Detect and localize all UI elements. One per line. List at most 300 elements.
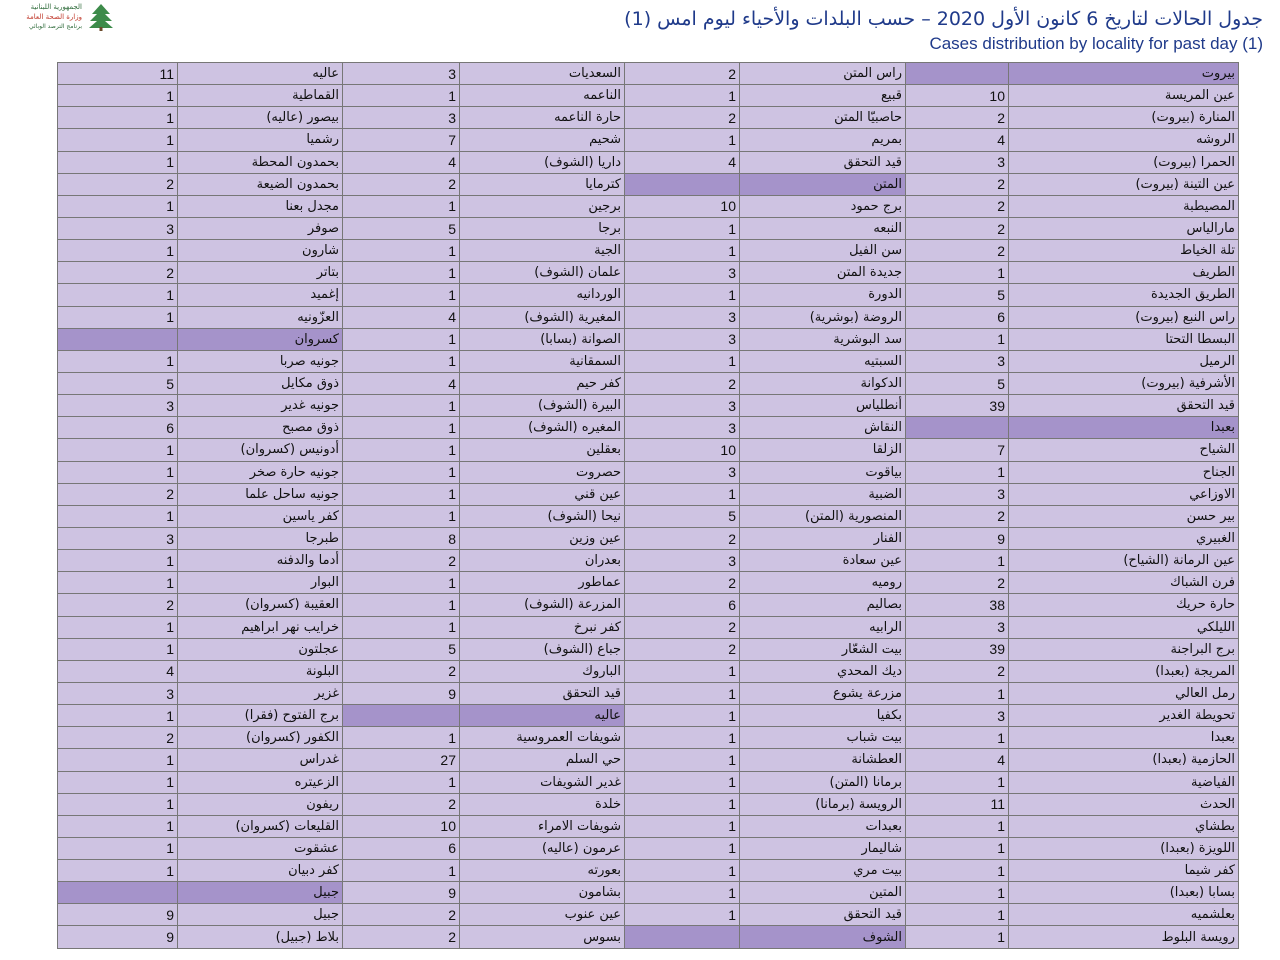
locality-name-cell: الزلقا: [740, 439, 906, 461]
locality-name-cell: شاليمار: [740, 837, 906, 859]
case-count-cell: 1: [343, 350, 460, 372]
case-count-cell: 5: [906, 284, 1009, 306]
locality-name-cell: جديدة المتن: [740, 262, 906, 284]
case-count-cell: 2: [58, 594, 178, 616]
locality-name-cell: عجلتون: [178, 638, 343, 660]
case-count-cell: 3: [58, 217, 178, 239]
locality-name-cell: أدونيس (كسروان): [178, 439, 343, 461]
locality-name-cell: إغميد: [178, 284, 343, 306]
table-row: [58, 837, 1239, 859]
locality-name-cell: جونيه صربا: [178, 350, 343, 372]
case-count-cell: 4: [343, 151, 460, 173]
case-count-cell: 3: [343, 63, 460, 85]
locality-name-cell: الباروك: [460, 660, 625, 682]
locality-name-cell: بصاليم: [740, 594, 906, 616]
locality-name-cell: بعبدات: [740, 815, 906, 837]
case-count-cell: 1: [343, 461, 460, 483]
case-count-cell: 1: [343, 439, 460, 461]
locality-name-cell: الحدث: [1009, 793, 1239, 815]
case-count-cell: 5: [625, 505, 740, 527]
locality-name-cell: كترمايا: [460, 173, 625, 195]
case-count-cell: 2: [625, 63, 740, 85]
logo-line-3: برنامج الترصد الوبائي: [28, 23, 82, 30]
locality-name-cell: عشقوت: [178, 837, 343, 859]
locality-name-cell: راس المتن: [740, 63, 906, 85]
case-count-cell: 3: [58, 682, 178, 704]
ministry-logo: [8, 2, 120, 32]
case-count-cell: 1: [906, 882, 1009, 904]
case-count-cell: 2: [906, 217, 1009, 239]
case-count-cell: 6: [343, 837, 460, 859]
locality-name-cell: جونيه غدير: [178, 395, 343, 417]
case-count-cell: 1: [343, 262, 460, 284]
locality-name-cell: قيد التحقق: [740, 904, 906, 926]
table-row: [58, 107, 1239, 129]
case-count-cell: 1: [625, 705, 740, 727]
case-count-cell: 9: [58, 904, 178, 926]
case-count-cell: 1: [58, 151, 178, 173]
locality-name-cell: عين سعادة: [740, 550, 906, 572]
table-row: [58, 439, 1239, 461]
table-row: [58, 284, 1239, 306]
district-header-cell: عاليه: [460, 705, 625, 727]
locality-name-cell: برج حمود: [740, 195, 906, 217]
locality-name-cell: الوردانيه: [460, 284, 625, 306]
locality-name-cell: القليعات (كسروان): [178, 815, 343, 837]
locality-name-cell: بمريم: [740, 129, 906, 151]
case-count-cell: 1: [906, 860, 1009, 882]
locality-name-cell: بسابا (بعبدا): [1009, 882, 1239, 904]
case-count-cell: 2: [625, 616, 740, 638]
case-count-cell: 39: [906, 395, 1009, 417]
case-count-cell: 10: [343, 815, 460, 837]
case-count-cell: 1: [58, 793, 178, 815]
case-count-cell: 1: [906, 727, 1009, 749]
locality-name-cell: عين وزين: [460, 527, 625, 549]
locality-name-cell: الناعمه: [460, 85, 625, 107]
case-count-cell: 2: [906, 505, 1009, 527]
table-row: [58, 63, 1239, 85]
case-count-cell: 2: [625, 572, 740, 594]
case-count-cell: 4: [343, 306, 460, 328]
case-count-cell: 6: [906, 306, 1009, 328]
locality-name-cell: الصوانة (بسابا): [460, 328, 625, 350]
locality-name-cell: بياقوت: [740, 461, 906, 483]
locality-name-cell: الجية: [460, 240, 625, 262]
case-count-cell: 1: [58, 572, 178, 594]
table-row: [58, 793, 1239, 815]
case-count-cell: [906, 417, 1009, 439]
case-count-cell: 1: [343, 328, 460, 350]
locality-name-cell: السعديات: [460, 63, 625, 85]
table-row: [58, 926, 1239, 949]
locality-name-cell: قبيع: [740, 85, 906, 107]
case-count-cell: 9: [58, 926, 178, 949]
locality-name-cell: نيحا (الشوف): [460, 505, 625, 527]
case-count-cell: 1: [343, 505, 460, 527]
case-count-cell: 3: [625, 262, 740, 284]
case-count-cell: [343, 705, 460, 727]
locality-name-cell: مجدل بعنا: [178, 195, 343, 217]
logo-line-1: الجمهورية اللبنانية: [30, 3, 82, 11]
case-count-cell: 2: [343, 926, 460, 949]
case-count-cell: 6: [625, 594, 740, 616]
locality-name-cell: المريجة (بعبدا): [1009, 660, 1239, 682]
locality-name-cell: ديك المحدي: [740, 660, 906, 682]
case-count-cell: 11: [906, 793, 1009, 815]
case-count-cell: 1: [58, 749, 178, 771]
locality-name-cell: الأشرفية (بيروت): [1009, 372, 1239, 394]
case-count-cell: 1: [625, 85, 740, 107]
table-row: [58, 173, 1239, 195]
case-count-cell: 1: [625, 217, 740, 239]
table-row: [58, 527, 1239, 549]
case-count-cell: 1: [625, 815, 740, 837]
case-count-cell: 6: [58, 417, 178, 439]
table-row: [58, 417, 1239, 439]
case-count-cell: 1: [58, 705, 178, 727]
locality-name-cell: اللويزة (بعبدا): [1009, 837, 1239, 859]
locality-name-cell: المغيره (الشوف): [460, 417, 625, 439]
case-count-cell: 10: [625, 195, 740, 217]
case-count-cell: 1: [343, 616, 460, 638]
case-count-cell: 2: [625, 372, 740, 394]
table-row: [58, 616, 1239, 638]
locality-name-cell: البسطا التحتا: [1009, 328, 1239, 350]
locality-name-cell: المنارة (بيروت): [1009, 107, 1239, 129]
case-count-cell: 2: [58, 727, 178, 749]
locality-name-cell: روميه: [740, 572, 906, 594]
case-count-cell: 1: [625, 284, 740, 306]
table-row: [58, 262, 1239, 284]
cases-table-body: [58, 63, 1239, 949]
case-count-cell: 1: [343, 195, 460, 217]
case-count-cell: 1: [58, 638, 178, 660]
case-count-cell: 3: [343, 107, 460, 129]
case-count-cell: 1: [343, 417, 460, 439]
table-row: [58, 395, 1239, 417]
locality-name-cell: قيد التحقق: [1009, 395, 1239, 417]
locality-name-cell: صوفر: [178, 217, 343, 239]
locality-name-cell: عين المريسة: [1009, 85, 1239, 107]
locality-name-cell: حارة الناعمه: [460, 107, 625, 129]
locality-name-cell: العقيبة (كسروان): [178, 594, 343, 616]
case-count-cell: 1: [906, 904, 1009, 926]
locality-name-cell: بعلشميه: [1009, 904, 1239, 926]
case-count-cell: 1: [343, 240, 460, 262]
locality-name-cell: عرمون (عاليه): [460, 837, 625, 859]
locality-name-cell: الشياح: [1009, 439, 1239, 461]
locality-name-cell: كفر نبرخ: [460, 616, 625, 638]
case-count-cell: 39: [906, 638, 1009, 660]
case-count-cell: [906, 63, 1009, 85]
locality-name-cell: الدكوانة: [740, 372, 906, 394]
locality-name-cell: مارالياس: [1009, 217, 1239, 239]
case-count-cell: 11: [58, 63, 178, 85]
case-count-cell: 2: [906, 107, 1009, 129]
table-row: [58, 749, 1239, 771]
locality-name-cell: الليلكي: [1009, 616, 1239, 638]
locality-name-cell: حارة حريك: [1009, 594, 1239, 616]
case-count-cell: 2: [625, 527, 740, 549]
title-english: Cases distribution by locality for past day (1): [929, 34, 1263, 53]
district-header-cell: المتن: [740, 173, 906, 195]
case-count-cell: 3: [906, 483, 1009, 505]
case-count-cell: 2: [906, 572, 1009, 594]
table-row: [58, 904, 1239, 926]
table-row: [58, 638, 1239, 660]
case-count-cell: 1: [625, 240, 740, 262]
case-count-cell: 2: [906, 240, 1009, 262]
locality-name-cell: الرابيه: [740, 616, 906, 638]
table-row: [58, 660, 1239, 682]
locality-name-cell: بعورته: [460, 860, 625, 882]
locality-name-cell: عين قني: [460, 483, 625, 505]
case-count-cell: 1: [343, 483, 460, 505]
locality-name-cell: المزرعة (الشوف): [460, 594, 625, 616]
locality-name-cell: رمل العالي: [1009, 682, 1239, 704]
locality-name-cell: الاوزاعي: [1009, 483, 1239, 505]
case-count-cell: 3: [906, 705, 1009, 727]
case-count-cell: [58, 328, 178, 350]
case-count-cell: 7: [343, 129, 460, 151]
case-count-cell: 1: [58, 439, 178, 461]
locality-name-cell: تلة الخياط: [1009, 240, 1239, 262]
locality-name-cell: الحمرا (بيروت): [1009, 151, 1239, 173]
case-count-cell: 5: [58, 372, 178, 394]
locality-name-cell: سن الفيل: [740, 240, 906, 262]
locality-name-cell: خرايب نهر ابراهيم: [178, 616, 343, 638]
case-count-cell: 1: [625, 350, 740, 372]
locality-name-cell: عاليه: [178, 63, 343, 85]
case-count-cell: 1: [58, 129, 178, 151]
case-count-cell: [625, 926, 740, 949]
case-count-cell: 1: [343, 572, 460, 594]
case-count-cell: 1: [906, 328, 1009, 350]
locality-name-cell: الدورة: [740, 284, 906, 306]
locality-name-cell: عين الرمانة (الشياح): [1009, 550, 1239, 572]
case-count-cell: 3: [625, 550, 740, 572]
locality-name-cell: برج البراجنة: [1009, 638, 1239, 660]
table-row: [58, 572, 1239, 594]
locality-name-cell: بطشاي: [1009, 815, 1239, 837]
locality-name-cell: الجناح: [1009, 461, 1239, 483]
case-count-cell: 2: [343, 793, 460, 815]
locality-name-cell: بحمدون الضيعة: [178, 173, 343, 195]
case-count-cell: 2: [343, 173, 460, 195]
locality-name-cell: قيد التحقق: [740, 151, 906, 173]
case-count-cell: 1: [58, 195, 178, 217]
table-row: [58, 217, 1239, 239]
case-count-cell: 2: [906, 195, 1009, 217]
case-count-cell: 5: [906, 372, 1009, 394]
case-count-cell: 2: [58, 262, 178, 284]
case-count-cell: 1: [58, 350, 178, 372]
case-count-cell: 1: [58, 284, 178, 306]
locality-name-cell: الفياضية: [1009, 771, 1239, 793]
case-count-cell: 3: [625, 328, 740, 350]
case-count-cell: 2: [906, 660, 1009, 682]
case-count-cell: 1: [58, 550, 178, 572]
locality-name-cell: أنطلياس: [740, 395, 906, 417]
case-count-cell: 1: [906, 682, 1009, 704]
table-row: [58, 306, 1239, 328]
case-count-cell: 2: [58, 483, 178, 505]
case-count-cell: 9: [906, 527, 1009, 549]
case-count-cell: 38: [906, 594, 1009, 616]
locality-name-cell: جونيه حارة صخر: [178, 461, 343, 483]
logo-line-2: وزارة الصحة العامة: [26, 13, 82, 21]
case-count-cell: 1: [625, 837, 740, 859]
table-row: [58, 771, 1239, 793]
locality-name-cell: غدير الشويفات: [460, 771, 625, 793]
locality-name-cell: ريفون: [178, 793, 343, 815]
case-count-cell: [625, 173, 740, 195]
table-row: [58, 240, 1239, 262]
locality-name-cell: عماطور: [460, 572, 625, 594]
case-count-cell: 4: [906, 749, 1009, 771]
case-count-cell: 3: [906, 350, 1009, 372]
case-count-cell: 3: [625, 461, 740, 483]
case-count-cell: 3: [625, 395, 740, 417]
case-count-cell: 1: [625, 860, 740, 882]
case-count-cell: 1: [343, 395, 460, 417]
locality-name-cell: برمانا (المتن): [740, 771, 906, 793]
case-count-cell: 3: [625, 417, 740, 439]
table-row: [58, 815, 1239, 837]
table-row: [58, 727, 1239, 749]
locality-name-cell: عين عنوب: [460, 904, 625, 926]
case-count-cell: 1: [625, 682, 740, 704]
locality-name-cell: مزرعة يشوع: [740, 682, 906, 704]
cedar-icon: [86, 2, 116, 32]
locality-name-cell: فرن الشباك: [1009, 572, 1239, 594]
district-header-cell: بعبدا: [1009, 417, 1239, 439]
locality-name-cell: المتين: [740, 882, 906, 904]
locality-name-cell: راس النبع (بيروت): [1009, 306, 1239, 328]
case-count-cell: 1: [625, 882, 740, 904]
locality-name-cell: ذوق مكايل: [178, 372, 343, 394]
case-count-cell: 5: [343, 638, 460, 660]
case-count-cell: 1: [625, 771, 740, 793]
locality-name-cell: الغبيري: [1009, 527, 1239, 549]
locality-name-cell: جونيه ساحل علما: [178, 483, 343, 505]
case-count-cell: 1: [906, 461, 1009, 483]
table-row: [58, 505, 1239, 527]
case-count-cell: 3: [58, 395, 178, 417]
table-row: [58, 550, 1239, 572]
locality-name-cell: النقاش: [740, 417, 906, 439]
locality-name-cell: ذوق مصبح: [178, 417, 343, 439]
case-count-cell: 4: [343, 372, 460, 394]
locality-name-cell: داريا (الشوف): [460, 151, 625, 173]
locality-name-cell: خلدة: [460, 793, 625, 815]
locality-name-cell: بيت الشعّار: [740, 638, 906, 660]
locality-name-cell: شحيم: [460, 129, 625, 151]
case-count-cell: 9: [343, 882, 460, 904]
district-header-cell: كسروان: [178, 328, 343, 350]
locality-name-cell: الفنار: [740, 527, 906, 549]
locality-name-cell: بكفيا: [740, 705, 906, 727]
case-count-cell: 7: [906, 439, 1009, 461]
locality-name-cell: كفر شيما: [1009, 860, 1239, 882]
locality-name-cell: أدما والدفنه: [178, 550, 343, 572]
case-count-cell: 1: [625, 483, 740, 505]
locality-name-cell: طبرجا: [178, 527, 343, 549]
locality-name-cell: برجين: [460, 195, 625, 217]
locality-name-cell: البوار: [178, 572, 343, 594]
case-count-cell: 4: [906, 129, 1009, 151]
locality-name-cell: بسوس: [460, 926, 625, 949]
locality-name-cell: البيرة (الشوف): [460, 395, 625, 417]
table-row: [58, 350, 1239, 372]
locality-name-cell: بير حسن: [1009, 505, 1239, 527]
locality-name-cell: العطشانة: [740, 749, 906, 771]
locality-name-cell: شويفات العمروسية: [460, 727, 625, 749]
case-count-cell: 1: [343, 284, 460, 306]
locality-name-cell: غدراس: [178, 749, 343, 771]
case-count-cell: 1: [58, 616, 178, 638]
case-count-cell: 1: [906, 815, 1009, 837]
locality-name-cell: المغيرية (الشوف): [460, 306, 625, 328]
locality-name-cell: الرويسة (برمانا): [740, 793, 906, 815]
table-row: [58, 129, 1239, 151]
case-count-cell: 1: [906, 837, 1009, 859]
locality-name-cell: القماطية: [178, 85, 343, 107]
locality-name-cell: قيد التحقق: [460, 682, 625, 704]
locality-name-cell: بلاط (جبيل): [178, 926, 343, 949]
case-count-cell: 1: [58, 461, 178, 483]
locality-name-cell: الروضة (بوشرية): [740, 306, 906, 328]
locality-name-cell: غزير: [178, 682, 343, 704]
locality-name-cell: بيت مري: [740, 860, 906, 882]
district-header-cell: جبيل: [178, 882, 343, 904]
locality-name-cell: كفر حيم: [460, 372, 625, 394]
case-count-cell: 1: [906, 771, 1009, 793]
case-count-cell: 1: [625, 129, 740, 151]
locality-name-cell: حي السلم: [460, 749, 625, 771]
locality-name-cell: البلونة: [178, 660, 343, 682]
case-count-cell: 1: [625, 793, 740, 815]
case-count-cell: 2: [343, 904, 460, 926]
table-row: [58, 461, 1239, 483]
locality-name-cell: بيصور (عاليه): [178, 107, 343, 129]
locality-name-cell: الطريق الجديدة: [1009, 284, 1239, 306]
locality-name-cell: الرميل: [1009, 350, 1239, 372]
case-count-cell: 3: [625, 306, 740, 328]
locality-name-cell: حاصبيّا المتن: [740, 107, 906, 129]
case-count-cell: 1: [343, 594, 460, 616]
table-row: [58, 705, 1239, 727]
locality-name-cell: الضبية: [740, 483, 906, 505]
locality-name-cell: النبعه: [740, 217, 906, 239]
case-count-cell: 1: [58, 107, 178, 129]
locality-name-cell: بحمدون المحطة: [178, 151, 343, 173]
cases-table: [57, 62, 1239, 949]
case-count-cell: 1: [906, 262, 1009, 284]
case-count-cell: 1: [625, 749, 740, 771]
case-count-cell: 1: [58, 85, 178, 107]
table-row: [58, 372, 1239, 394]
case-count-cell: 1: [625, 727, 740, 749]
locality-name-cell: بشامون: [460, 882, 625, 904]
case-count-cell: 1: [58, 815, 178, 837]
case-count-cell: 2: [58, 173, 178, 195]
case-count-cell: 27: [343, 749, 460, 771]
case-count-cell: 3: [58, 527, 178, 549]
locality-name-cell: بعقلين: [460, 439, 625, 461]
case-count-cell: 2: [906, 173, 1009, 195]
